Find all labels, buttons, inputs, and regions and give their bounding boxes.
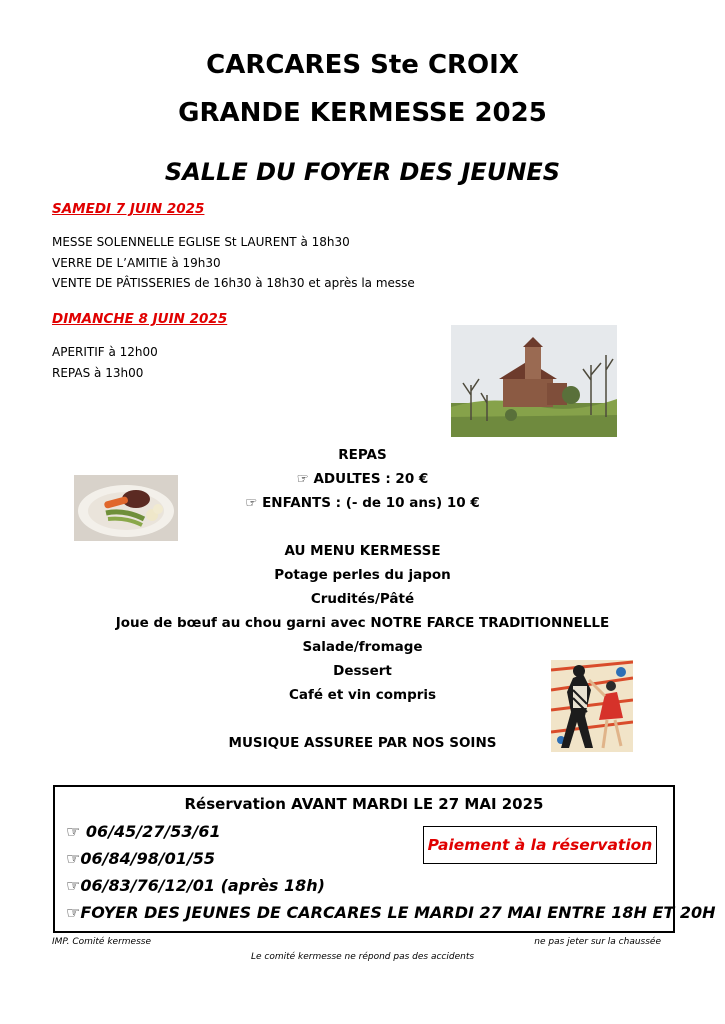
contact-phone-2	[66, 849, 215, 868]
dancers-illustration	[551, 660, 633, 752]
title-line-2: GRANDE KERMESSE 2025	[178, 98, 547, 128]
footer-disclaimer: Le comité kermesse ne répond pas des accidents	[250, 952, 475, 962]
sunday-line-2: REPAS à 13h00	[52, 366, 144, 380]
phone-number: 06/83/76/12/01 (après 18h)	[80, 876, 325, 895]
pointing-hand-icon: ☞	[66, 822, 81, 841]
saturday-line-2: VERRE DE L’AMITIE à 19h30	[52, 256, 221, 270]
sunday-date: DIMANCHE 8 JUIN 2025	[52, 311, 228, 327]
menu-item-4: Salade/fromage	[302, 639, 423, 655]
church-photo	[451, 325, 617, 437]
footer-printer: IMP. Comité kermesse	[52, 937, 151, 947]
sunday-line-1: APERITIF à 12h00	[52, 345, 158, 359]
subtitle: SALLE DU FOYER DES JEUNES	[164, 158, 561, 186]
contact-phone-3	[66, 876, 325, 895]
pointing-hand-icon: ☞	[66, 876, 81, 895]
saturday-date: SAMEDI 7 JUIN 2025	[52, 201, 205, 217]
pointing-hand-icon: ☞	[296, 471, 309, 487]
menu-item-5: Dessert	[333, 663, 392, 679]
saturday-line-1: MESSE SOLENNELLE EGLISE St LAURENT à 18h30	[52, 235, 350, 249]
pointing-hand-icon: ☞	[245, 495, 258, 511]
contact-phone-1	[66, 822, 221, 841]
payment-note: Paiement à la réservation	[423, 826, 657, 864]
pointing-hand-icon: ☞	[66, 849, 81, 868]
title-line-1: CARCARES Ste CROIX	[206, 50, 519, 80]
phone-number: 06/84/98/01/55	[80, 849, 216, 868]
menu-item-3: Joue de bœuf au chou garni avec NOTRE FARCE TRADITIONNELLE	[115, 615, 610, 631]
music-note: MUSIQUE ASSUREE PAR NOS SOINS	[228, 735, 497, 751]
menu-heading: AU MENU KERMESSE	[284, 543, 441, 559]
footer-notice: ne pas jeter sur la chaussée	[534, 937, 661, 947]
repas-heading: REPAS	[338, 447, 387, 463]
saturday-line-3: VENTE DE PÂTISSERIES de 16h30 à 18h30 et après la messe	[52, 276, 415, 290]
foyer-contact: FOYER DES JEUNES DE CARCARES LE MARDI 27 MAI ENTRE 18H ET 20H	[80, 903, 716, 922]
contact-foyer	[66, 903, 716, 922]
menu-item-1: Potage perles du japon	[274, 567, 451, 583]
reservation-heading: Réservation AVANT MARDI LE 27 MAI 2025	[184, 795, 544, 813]
adults-price: ADULTES : 20 €	[313, 471, 429, 487]
children-price: ENFANTS : (- de 10 ans) 10 €	[262, 495, 480, 511]
food-photo	[74, 475, 178, 541]
menu-item-6: Café et vin compris	[288, 687, 437, 703]
menu-item-2: Crudités/Pâté	[310, 591, 415, 607]
phone-number: 06/45/27/53/61	[85, 822, 221, 841]
pointing-hand-icon: ☞	[66, 903, 81, 922]
